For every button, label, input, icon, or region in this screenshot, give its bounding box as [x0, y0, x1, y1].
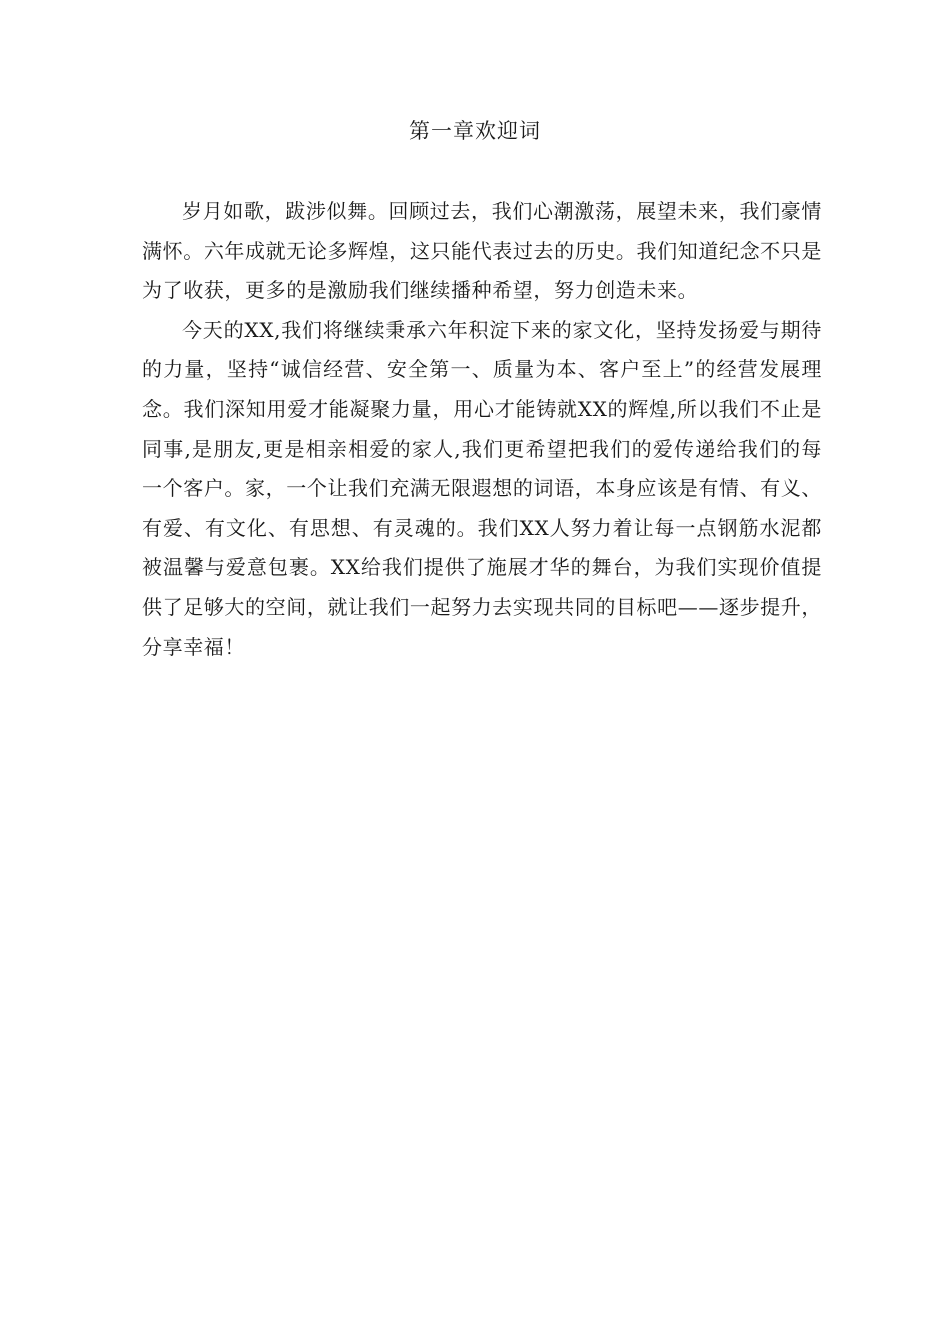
paragraph-1: 岁月如歌，跋涉似舞。回顾过去，我们心潮激荡，展望未来，我们豪情满怀。六年成就无论多辉煌，这只能代表过去的历史。我们知道纪念不只是为了收获，更多的是激励我们继续播种希望，努力创造未来。 [142, 199, 822, 303]
paragraph-2: 今天的XX,我们将继续秉承六年积淀下来的家文化，坚持发扬爱与期待的力量，坚持“诚信经营、安全第一、质量为本、客户至上”的经营发展理念。我们深知用爱才能凝聚力量，用心才能铸就XX的辉煌,所以我们不止是同事,是朋友,更是相亲相爱的家人,我们更希望把我们的爱传递给我们的每一个客户。家，一个让我们充满无限遐想的词语，本身应该是有情、有义、有爱、有文化、有思想、有灵魂的。我们XX人努力着让每一点钢筋水泥都被温馨与爱意包裹。XX给我们提供了施展才华的舞台，为我们实现价值提供了足够大的空间，就让我们一起努力去实现共同的目标吧——逐步提升，分享幸福！ [142, 317, 822, 659]
page-title: 第一章欢迎词 [409, 119, 541, 143]
document-body [142, 192, 822, 667]
